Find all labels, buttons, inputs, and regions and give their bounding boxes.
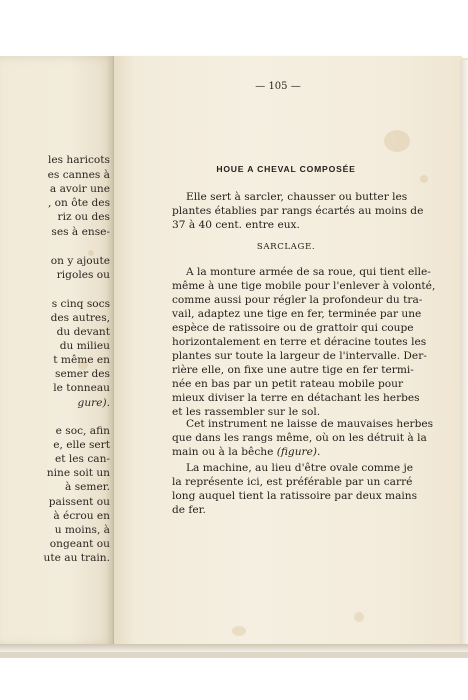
paragraph-3-line: main ou à la bêche (figure). bbox=[172, 446, 321, 458]
left-page-line: a avoir une bbox=[49, 183, 110, 195]
page-edge bbox=[460, 60, 468, 644]
paragraph-4-line: de fer. bbox=[172, 504, 206, 516]
left-page-line: e soc, afin bbox=[55, 425, 110, 437]
paragraph-3-line: que dans les rangs même, où on les détruit à la bbox=[172, 432, 427, 444]
paragraph-2-line: plantes sur toute la largeur de l'intervalle. Der- bbox=[172, 350, 427, 362]
left-page bbox=[0, 56, 116, 646]
left-page-line: u moins, à bbox=[54, 524, 110, 536]
left-page-line: et les can- bbox=[54, 453, 110, 465]
page-number: — 105 — bbox=[255, 81, 301, 92]
subheading: SARCLAGE. bbox=[256, 242, 316, 252]
left-page-line: gure). bbox=[77, 397, 110, 409]
left-page-line: du devant bbox=[56, 326, 110, 338]
foxing-stain bbox=[232, 626, 246, 636]
paragraph-2-line: comme aussi pour régler la profondeur du tra- bbox=[172, 294, 423, 306]
paragraph-4-line: La machine, au lieu d'être ovale comme je bbox=[186, 462, 414, 474]
section-heading: HOUE A CHEVAL COMPOSÉE bbox=[216, 164, 356, 174]
paragraph-4-line: la représente ici, est préférable par un carré bbox=[172, 476, 413, 488]
left-page-line: rigoles ou bbox=[56, 269, 110, 281]
left-page-line: semer des bbox=[55, 368, 110, 380]
paragraph-1-line: plantes établies par rangs écartés au moins de bbox=[172, 205, 424, 217]
paragraph-3-line: Cet instrument ne laisse de mauvaises herbes bbox=[186, 418, 434, 430]
left-page-line: t même en bbox=[53, 354, 110, 366]
left-page-line: du milieu bbox=[59, 340, 110, 352]
paragraph-2-line: mieux diviser la terre en détachant les herbes bbox=[172, 392, 420, 404]
paragraph-1-line: 37 à 40 cent. entre eux. bbox=[172, 219, 300, 231]
paragraph-4-line: long auquel tient la ratissoire par deux mains bbox=[172, 490, 418, 502]
foxing-stain bbox=[420, 175, 428, 183]
page-bottom-edge bbox=[0, 644, 468, 652]
foxing-stain bbox=[354, 612, 364, 622]
paragraph-2-line: et les rassembler sur le sol. bbox=[172, 406, 321, 418]
left-page-line: ute au train. bbox=[43, 552, 110, 564]
paragraph-2-line: née en bas par un petit rateau mobile pour bbox=[172, 378, 404, 390]
left-page-line: le tonneau bbox=[53, 382, 110, 394]
paragraph-2-line: rière elle, on fixe une autre tige en fer termi- bbox=[172, 364, 414, 376]
foxing-stain bbox=[384, 130, 410, 152]
left-page-line: à semer. bbox=[65, 481, 110, 493]
left-page-line: on y ajoute bbox=[50, 255, 110, 267]
left-page-line: es cannes à bbox=[47, 169, 110, 181]
figure-reference: (figure) bbox=[276, 446, 317, 458]
left-page-line: à écrou en bbox=[53, 510, 110, 522]
paragraph-1-line: Elle sert à sarcler, chausser ou butter les bbox=[186, 191, 408, 203]
left-page-line: s cinq socs bbox=[51, 298, 110, 310]
paragraph-2-line: même à une tige mobile pour l'enlever à volonté, bbox=[172, 280, 436, 292]
left-page-line: ongeant ou bbox=[49, 538, 110, 550]
left-page-line: e, elle sert bbox=[53, 439, 110, 451]
paragraph-2-line: horizontalement en terre et déracine toutes les bbox=[172, 336, 427, 348]
left-page-line: paissent ou bbox=[48, 496, 110, 508]
foxing-stain bbox=[78, 360, 88, 370]
left-page-line: les haricots bbox=[47, 154, 110, 166]
left-page-line: riz ou des bbox=[57, 211, 110, 223]
paragraph-2-line: vail, adaptez une tige en fer, terminée par une bbox=[172, 308, 422, 320]
paragraph-2-line: A la monture armée de sa roue, qui tient elle- bbox=[186, 266, 431, 278]
left-page-line: des autres, bbox=[50, 312, 110, 324]
left-page-line: , on ôte des bbox=[47, 197, 110, 209]
foxing-stain bbox=[88, 250, 94, 256]
paragraph-2-line: espèce de ratissoire ou de grattoir qui coupe bbox=[172, 322, 414, 334]
left-page-line: nine soit un bbox=[46, 467, 110, 479]
left-page-line: ses à ense- bbox=[51, 226, 110, 238]
